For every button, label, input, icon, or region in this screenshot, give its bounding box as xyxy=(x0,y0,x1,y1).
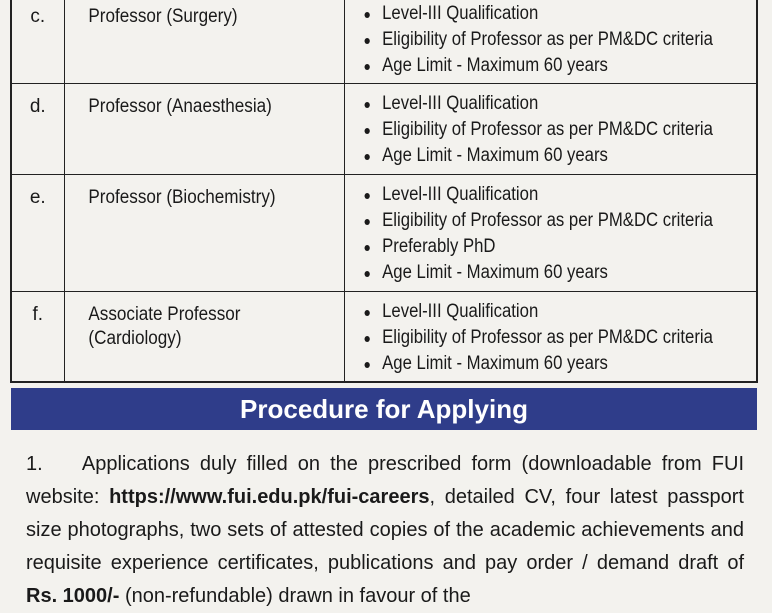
requirement-item: Age Limit - Maximum 60 years xyxy=(361,351,709,377)
requirement-item: Level-III Qualification xyxy=(361,91,709,117)
requirement-item: Eligibility of Professor as per PM&DC criteria xyxy=(361,325,709,351)
position-title: Professor (Biochemistry) xyxy=(87,187,276,208)
position-title: Professor (Surgery) xyxy=(87,6,238,27)
requirement-item: Eligibility of Professor as per PM&DC criteria xyxy=(361,208,709,234)
requirement-item: Level-III Qualification xyxy=(361,1,709,27)
requirements-list xyxy=(361,299,757,377)
requirement-item: Eligibility of Professor as per PM&DC criteria xyxy=(361,27,709,53)
careers-link[interactable]: https://www.fui.edu.pk/fui-careers xyxy=(109,486,430,508)
position-row xyxy=(11,84,757,175)
fee-amount: Rs. 1000/- xyxy=(26,585,120,607)
item-number: 1. xyxy=(26,453,43,475)
requirement-item: Preferably PhD xyxy=(361,234,709,260)
requirements-list xyxy=(361,91,757,169)
position-row xyxy=(11,0,757,84)
requirements-list xyxy=(361,182,757,286)
position-title-cell xyxy=(64,175,344,292)
position-title: Associate Professor xyxy=(87,304,240,325)
requirements-cell xyxy=(344,0,757,84)
procedure-text-end: (non-refundable) drawn in favour of the xyxy=(119,585,471,607)
position-letter: d. xyxy=(11,84,64,175)
position-title-cell xyxy=(64,84,344,175)
position-title-cell xyxy=(64,292,344,383)
position-letter: c. xyxy=(11,0,64,84)
position-title: (Cardiology) xyxy=(87,328,182,349)
requirements-list xyxy=(361,1,757,79)
procedure-text: Applications duly filled on the prescribed form (downloadable from FUI website: xyxy=(26,453,745,508)
requirement-item: Level-III Qualification xyxy=(361,182,709,208)
position-letter: e. xyxy=(11,175,64,292)
position-row xyxy=(11,175,757,292)
requirement-item: Level-III Qualification xyxy=(361,299,709,325)
requirements-cell xyxy=(344,292,757,383)
requirement-item: Age Limit - Maximum 60 years xyxy=(361,260,709,286)
position-title: Professor (Anaesthesia) xyxy=(87,96,272,117)
requirement-item: Age Limit - Maximum 60 years xyxy=(361,53,709,79)
requirements-cell xyxy=(344,84,757,175)
procedure-paragraph xyxy=(26,448,744,613)
procedure-heading: Procedure for Applying xyxy=(11,388,757,430)
procedure-text-cont: , detailed CV, four latest passport size photographs, two sets of attested copies of the academic achievements and requisite experience certificates, publications and pay order / demand draft of xyxy=(26,486,744,574)
positions-table xyxy=(10,0,758,383)
requirement-item: Age Limit - Maximum 60 years xyxy=(361,143,709,169)
requirements-cell xyxy=(344,175,757,292)
position-row xyxy=(11,292,757,383)
requirement-item: Eligibility of Professor as per PM&DC criteria xyxy=(361,117,709,143)
position-title-cell xyxy=(64,0,344,84)
position-letter: f. xyxy=(11,292,64,383)
